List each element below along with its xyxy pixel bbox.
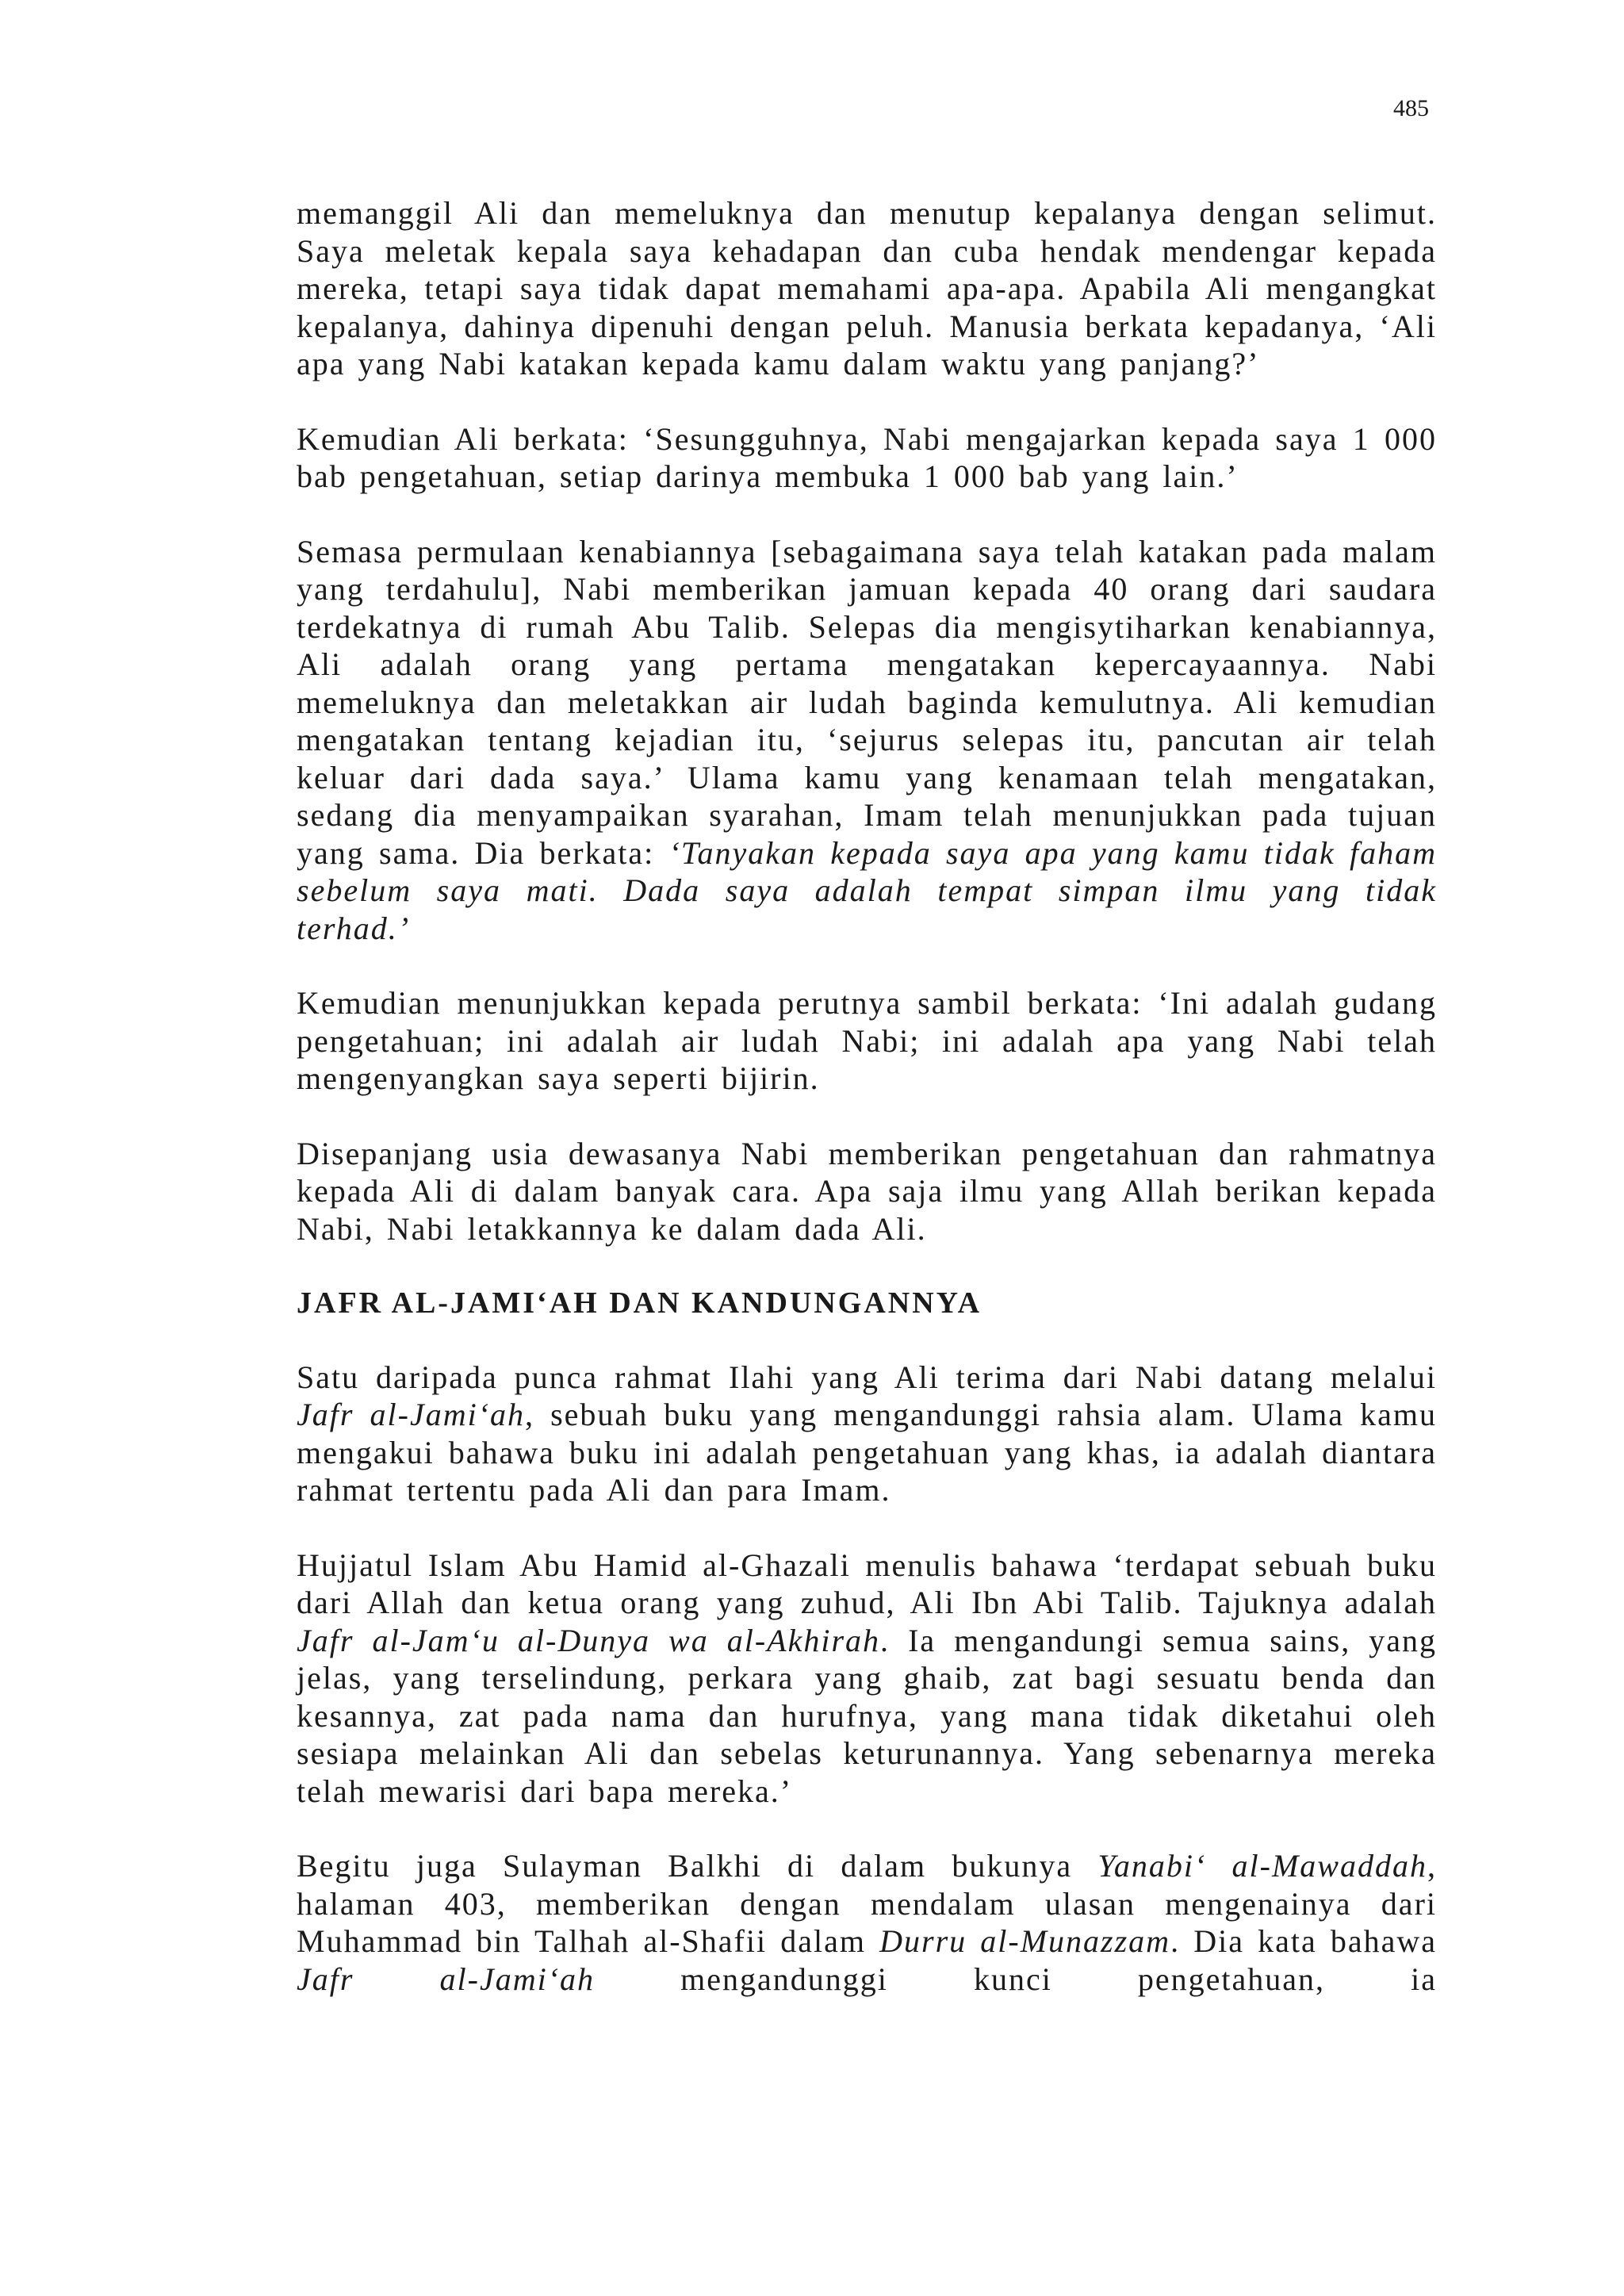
paragraph-text: . Ia mengandungi semua sains, yang jelas, yang terselindung, perkara yang ghaib, zat bagi sesuatu benda dan kesannya, zat pada nama dan hurufnya, yang mana tidak diketahui oleh sesiapa melainkan Ali dan sebelas keturunannya. Yang sebenarnya mereka telah mewarisi dari bapa mereka.’ bbox=[297, 1622, 1437, 1809]
paragraph-text: . Dia kata bahawa bbox=[1170, 1923, 1438, 1959]
book-title: Jafr al-Jam‘u al-Dunya wa al-Akhirah bbox=[297, 1622, 881, 1658]
book-title: Jafr al-Jami‘ah bbox=[297, 1397, 526, 1432]
book-title: Jafr al-Jami‘ah bbox=[297, 1961, 596, 1997]
paragraph-text: Begitu juga Sulayman Balkhi di dalam bukunya bbox=[297, 1848, 1098, 1884]
paragraph-text: Disepanjang usia dewasanya Nabi memberikan pengetahuan dan rahmatnya kepada Ali di dalam banyak cara. Apa saja ilmu yang Allah berikan kepada Nabi, Nabi letakkannya ke dalam dada Ali. bbox=[297, 1135, 1437, 1247]
paragraph-text: Kemudian menunjukkan kepada perutnya sambil berkata: ‘Ini adalah gudang pengetahuan; ini adalah air ludah Nabi; ini adalah apa yang Nabi telah mengenyangkan saya seperti bijirin. bbox=[297, 985, 1437, 1096]
paragraph-text: , halaman 403, memberikan dengan mendalam ulasan mengenainya dari Muhammad bin Talhah al-Shafii dalam bbox=[297, 1848, 1437, 1959]
paragraph-text: Kemudian Ali berkata: ‘Sesungguhnya, Nabi mengajarkan kepada saya 1 000 bab pengetahuan, setiap darinya membuka 1 000 bab yang lain.’ bbox=[297, 420, 1437, 494]
paragraph-text: Hujjatul Islam Abu Hamid al-Ghazali menulis bahawa ‘terdapat sebuah buku dari Allah dan ketua orang yang zuhud, Ali Ibn Abi Talib. Tajuknya adalah bbox=[297, 1547, 1437, 1620]
page-body bbox=[297, 194, 1437, 2035]
paragraph-sulayman-balkhi bbox=[297, 1847, 1437, 1998]
book-title: Durru al-Munazzam bbox=[879, 1923, 1171, 1959]
italic-quote: ‘Tanyakan kepada saya apa yang kamu tidak faham sebelum saya mati. Dada saya adalah tempat simpan ilmu yang tidak terhad.’ bbox=[297, 834, 1437, 946]
paragraph-thousand-chapters bbox=[297, 420, 1437, 496]
paragraph-text: mengandunggi kunci pengetahuan, ia bbox=[595, 1961, 1437, 1997]
paragraph-knowledge-given-to-ali bbox=[297, 1135, 1437, 1248]
paragraph-jafr-introduction bbox=[297, 1359, 1437, 1509]
paragraph-al-ghazali bbox=[297, 1547, 1437, 1811]
paragraph-text: memanggil Ali dan memeluknya dan menutup kepalanya dengan selimut. Saya meletak kepala saya kehadapan dan cuba hendak mendengar kepada mereka, tetapi saya tidak dapat memahami apa-apa. Apabila Ali mengangkat kepalanya, dahinya dipenuhi dengan peluh. Manusia berkata kepadanya, ‘Ali apa yang Nabi katakan kepada kamu dalam waktu yang panjang?’ bbox=[297, 195, 1437, 381]
paragraph-text: , sebuah buku yang mengandunggi rahsia alam. Ulama kamu mengakui bahawa buku ini adalah pengetahuan yang khas, ia adalah diantara rahmat tertentu pada Ali dan para Imam. bbox=[297, 1397, 1437, 1508]
paragraph-storehouse-of-knowledge bbox=[297, 984, 1437, 1098]
book-title: Yanabi‘ al-Mawaddah bbox=[1097, 1848, 1427, 1884]
paragraph-text: Satu daripada punca rahmat Ilahi yang Ali terima dari Nabi datang melalui bbox=[297, 1359, 1437, 1395]
page-number: 485 bbox=[1393, 95, 1429, 121]
section-heading: JAFR AL-JAMI‘AH DAN KANDUNGANNYA bbox=[297, 1286, 982, 1320]
paragraph-beginning-of-prophethood bbox=[297, 533, 1437, 948]
paragraph-ali-covered-with-blanket bbox=[297, 194, 1437, 383]
paragraph-text: Semasa permulaan kenabiannya [sebagaimana saya telah katakan pada malam yang terdahulu], Nabi memberikan jamuan kepada 40 orang dari saudara terdekatnya di rumah Abu Talib. Selepas dia mengisytiharkan kenabiannya, Ali adalah orang yang pertama mengatakan kepercayaannya. Nabi memeluknya dan meletakkan air ludah baginda kemulutnya. Ali kemudian mengatakan tentang kejadian itu, ‘sejurus selepas itu, pancutan air telah keluar dari dada saya.’ Ulama kamu yang kenamaan telah mengatakan, sedang dia menyampaikan syarahan, Imam telah menunjukkan pada tujuan yang sama. Dia berkata: bbox=[297, 533, 1437, 871]
